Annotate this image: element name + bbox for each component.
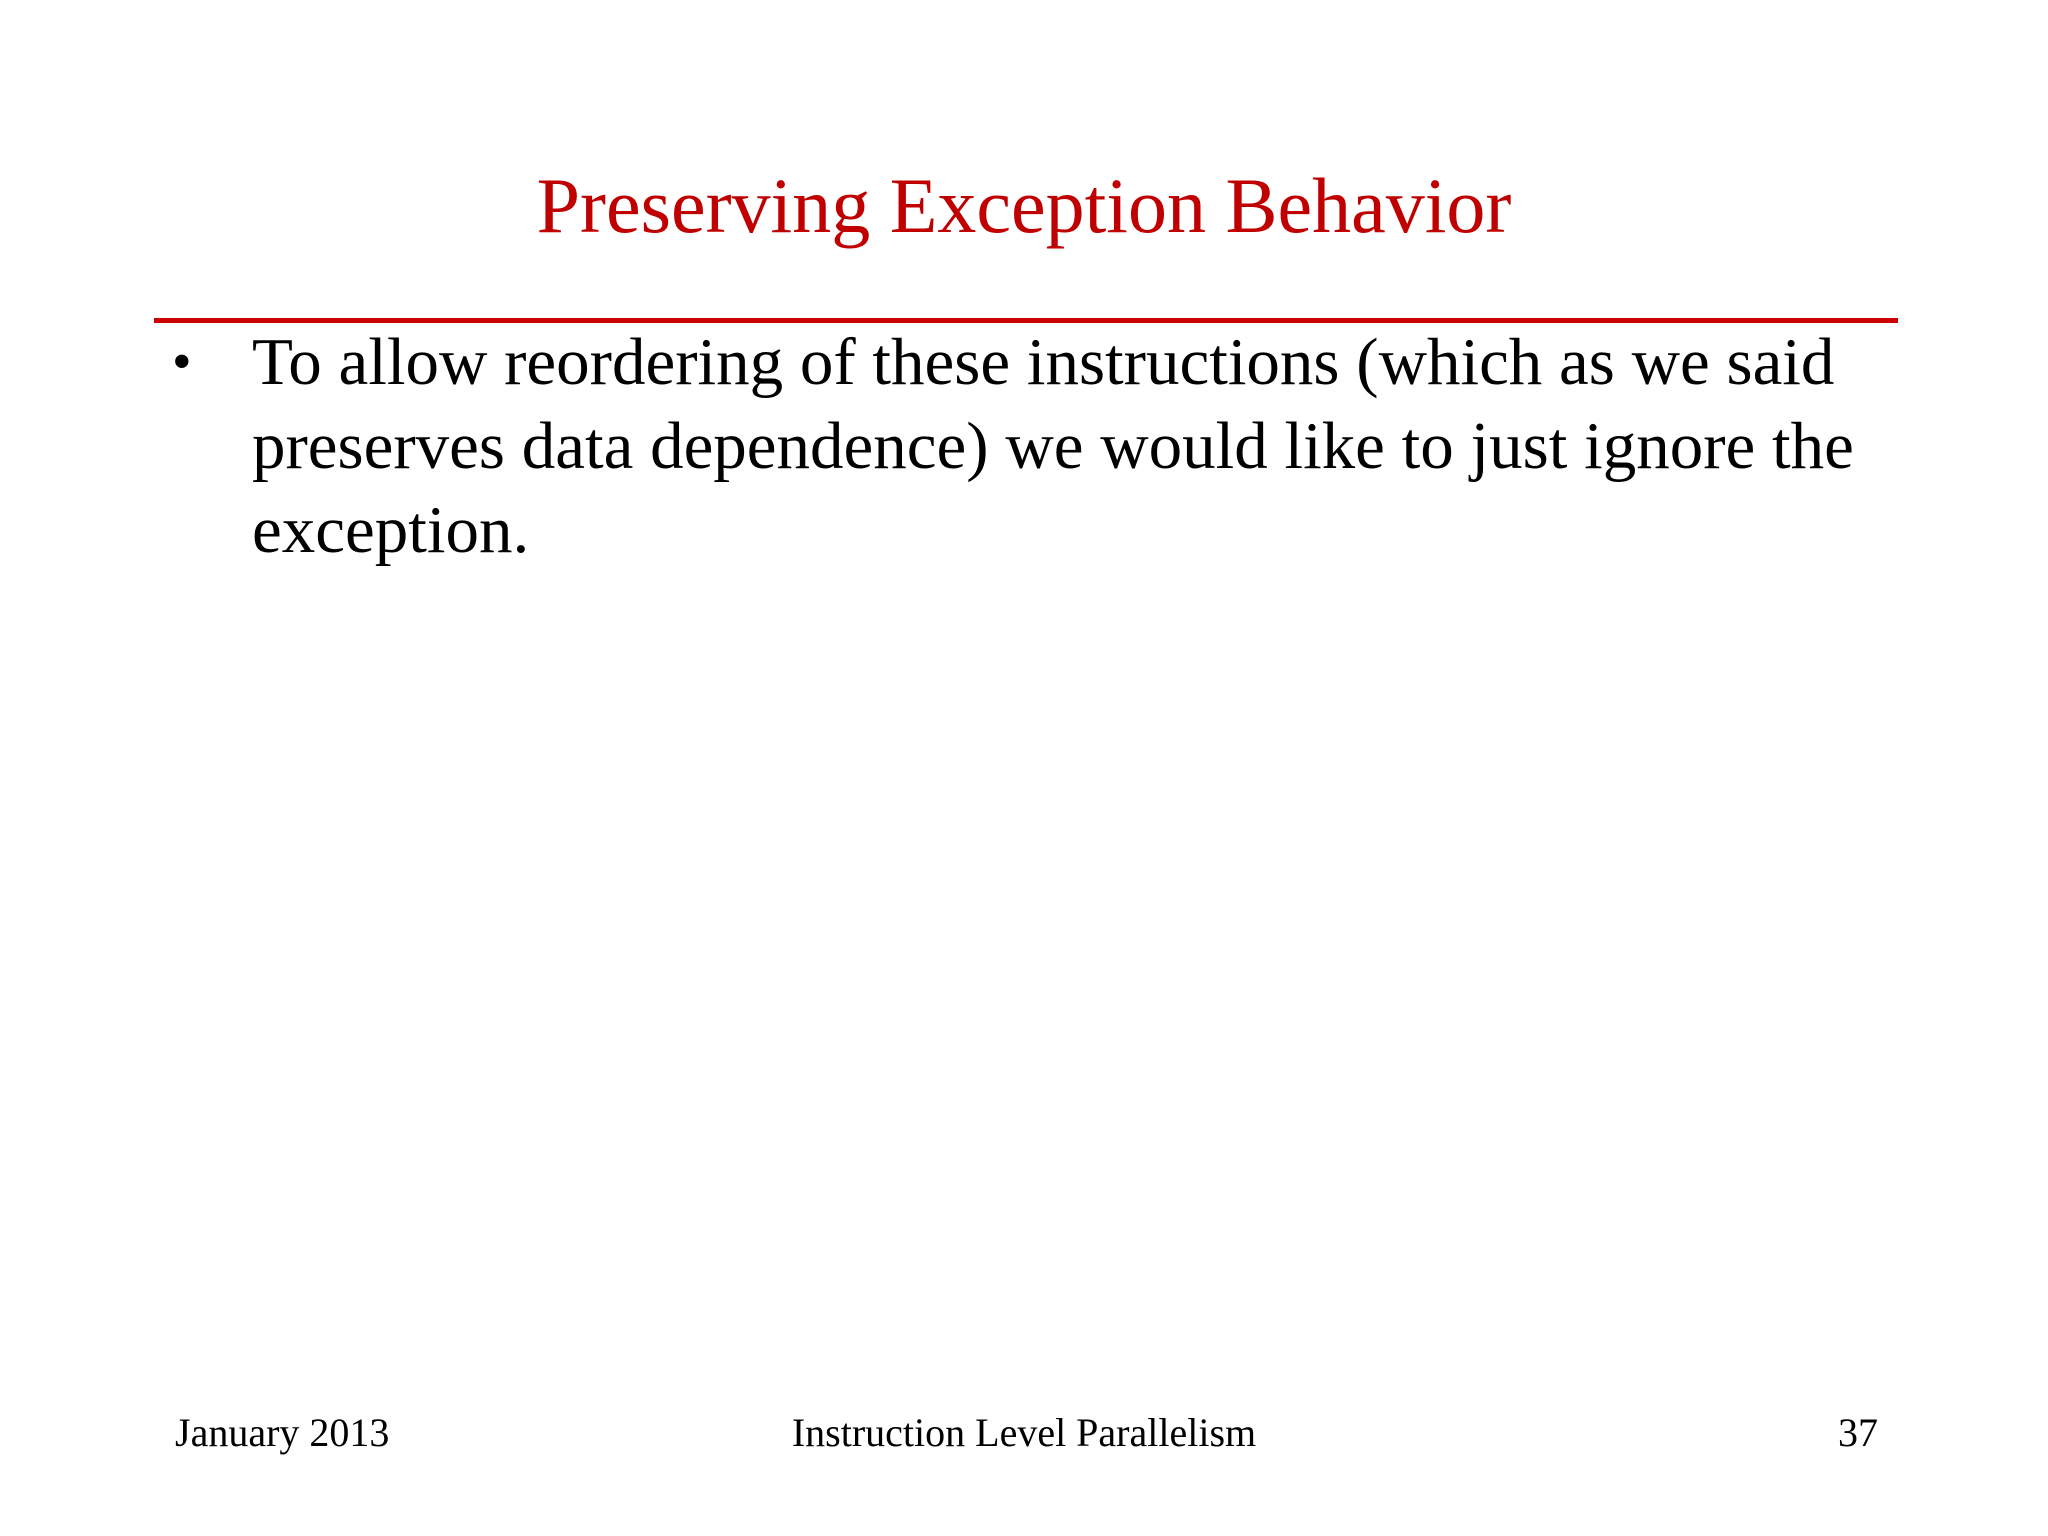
bullet-text: To allow reordering of these instructions (which as we said preserves data dependence) we would like to just ignore the exception. (252, 325, 1854, 567)
slide-title: Preserving Exception Behavior (536, 162, 1512, 249)
bullet-list (172, 320, 1912, 572)
page-number: 37 (1838, 1410, 1878, 1455)
list-item (172, 320, 1912, 572)
footer-topic: Instruction Level Parallelism (791, 1410, 1257, 1455)
bullet-icon: • (172, 331, 192, 393)
footer-date: January 2013 (175, 1410, 390, 1455)
